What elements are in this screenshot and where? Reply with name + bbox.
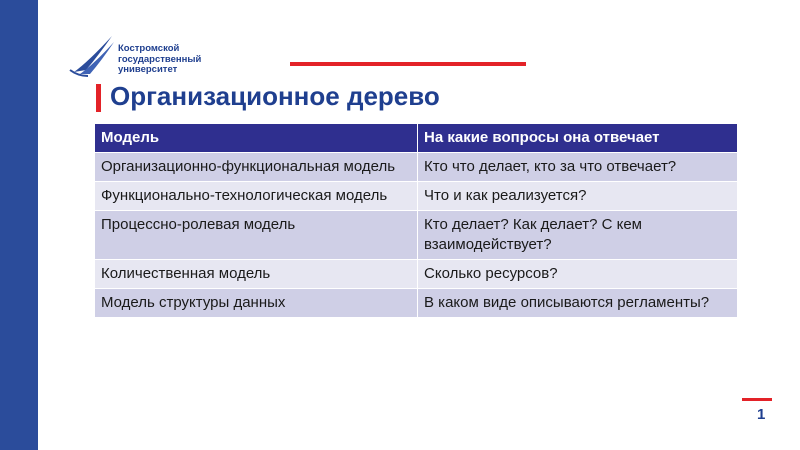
questions-cell: Сколько ресурсов?	[418, 260, 738, 289]
table-row	[95, 211, 738, 260]
logo-text	[118, 44, 201, 76]
model-cell: Модель структуры данных	[95, 289, 418, 318]
top-red-line	[290, 62, 526, 66]
slide-title: Организационное дерево	[110, 81, 440, 111]
model-cell: Процессно-ролевая модель	[95, 211, 418, 260]
models-table	[94, 123, 738, 318]
questions-cell: Что и как реализуется?	[418, 182, 738, 211]
model-cell: Организационно-функциональная модель	[95, 153, 418, 182]
table-row	[95, 153, 738, 182]
logo-line-1: Костромской	[118, 43, 180, 54]
table-header-row	[95, 124, 738, 153]
left-accent-band	[0, 0, 38, 450]
page-number: 1	[757, 406, 766, 423]
title-red-marker	[96, 84, 101, 112]
table-row	[95, 289, 738, 318]
model-cell: Количественная модель	[95, 260, 418, 289]
header-model: Модель	[95, 124, 418, 153]
header-questions: На какие вопросы она отвечает	[418, 124, 738, 153]
logo-line-3: университет	[118, 64, 178, 75]
university-logo	[68, 32, 228, 82]
table-row	[95, 260, 738, 289]
right-red-line	[742, 398, 772, 401]
table-row	[95, 182, 738, 211]
model-cell: Функционально-технологическая модель	[95, 182, 418, 211]
logo-line-2: государственный	[118, 53, 202, 65]
logo-wing-icon	[68, 32, 118, 82]
questions-cell: Кто что делает, кто за что отвечает?	[418, 153, 738, 182]
questions-cell: В каком виде описываются регламенты?	[418, 289, 738, 318]
questions-cell: Кто делает? Как делает? С кем взаимодействует?	[418, 211, 738, 260]
